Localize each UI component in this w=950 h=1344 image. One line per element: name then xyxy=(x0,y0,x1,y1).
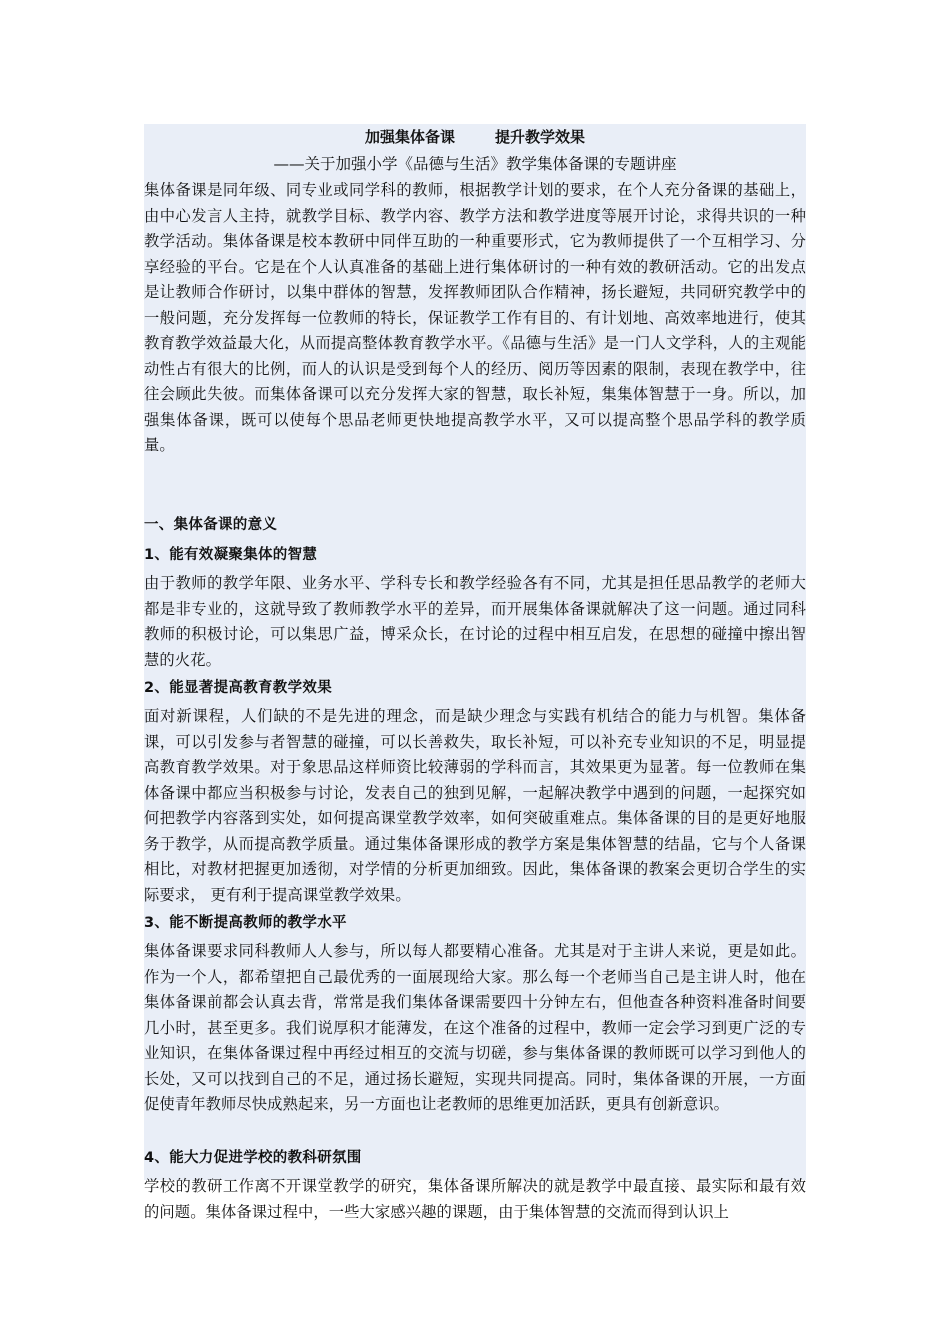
document-subtitle: ——关于加强小学《品德与生活》教学集体备课的专题讲座 xyxy=(273,155,677,173)
document-title xyxy=(144,124,806,150)
document-page xyxy=(144,124,806,1221)
paragraph-3: 集体备课要求同科教师人人参与，所以每人都要精心准备。尤其是对于主讲人来说，更是如此。作为一个人，都希望把自己最优秀的一面展现给大家。那么每一个老师当自己是主讲人时，他在集体备课前都会认真去背，常常是我们集体备课需要四十分钟左右，但他查各种资料准备时间要几小时，甚至更多。我们说厚积才能薄发，在这个准备的过程中，教师一定会学习到更广泛的专业知识，在集体备课过程中再经过相互的交流与切磋，参与集体备课的教师既可以学习到他人的长处，又可以找到自己的不足，通过扬长避短，实现共同提高。同时，集体备课的开展，一方面促使青年教师尽快成熟起来，另一方面也让老教师的思维更加活跃，更具有创新意识。 xyxy=(144,942,806,1113)
subheading-3: 3、能不断提高教师的教学水平 xyxy=(144,915,347,931)
section-heading-1: 一、集体备课的意义 xyxy=(144,517,278,533)
title-part-a: 加强集体备课 xyxy=(364,128,455,146)
paragraph-2: 面对新课程，人们缺的不是先进的理念，而是缺少理念与实践有机结合的能力与机智。集体备课，可以引发参与者智慧的碰撞，可以长善救失，取长补短，可以补充专业知识的不足，明显提高教育教学效果。对于象思品这样师资比较薄弱的学科而言，其效果更为显著。每一位教师在集体备课中都应当积极参与讨论，发表自己的独到见解，一起解决教学中遇到的问题，一起探究如何把教学内容落到实处，如何提高课堂教学效率，如何突破重难点。集体备课的目的是更好地服务于教学，从而提高教学质量。通过集体备课形成的教学方案是集体智慧的结晶，它与个人备课相比，对教材把握更加透彻，对学情的分析更加细致。因此，集体备课的教案会更切合学生的实际要求， 更有利于提高课堂教学效果。 xyxy=(144,707,806,904)
paragraph-1: 由于教师的教学年限、业务水平、学科专长和教学经验各有不同，尤其是担任思品教学的老师大都是非专业的，这就导致了教师教学水平的差异，而开展集体备课就解决了这一问题。通过同科教师的积极讨论，可以集思广益，博采众长，在讨论的过程中相互启发，在思想的碰撞中擦出智慧的火花。 xyxy=(144,574,806,669)
title-part-b: 提升教学效果 xyxy=(495,128,586,146)
subheading-1: 1、能有效凝聚集体的智慧 xyxy=(144,547,318,563)
subheading-4: 4、能大力促进学校的教科研氛围 xyxy=(144,1150,362,1166)
intro-paragraph: 集体备课是同年级、同专业或同学科的教师，根据教学计划的要求，在个人充分备课的基础上，由中心发言人主持，就教学目标、教学内容、教学方法和教学进度等展开讨论，求得共识的一种教学活动。集体备课是校本教研中同伴互助的一种重要形式，它为教师提供了一个互相学习、分享经验的平台。它是在个人认真准备的基础上进行集体研讨的一种有效的教研活动。它的出发点是让教师合作研讨，以集中群体的智慧，发挥教师团队合作精神，扬长避短，共同研究教学中的一般问题，充分发挥每一位教师的特长，保证教学工作有目的、有计划地、高效率地进行，使其教育教学效益最大化，从而提高整体教育教学水平。《品德与生活》是一门人文学科，人的主观能动性占有很大的比例，而人的认识是受到每个人的经历、阅历等因素的限制，表现在教学中，往往会顾此失彼。而集体备课可以充分发挥大家的智慧，取长补短，集集体智慧于一身。所以，加强集体备课，既可以使每个思品老师更快地提高教学水平，又可以提高整个思品学科的教学质量。 xyxy=(144,181,806,454)
paragraph-4: 学校的教研工作离不开课堂教学的研究，集体备课所解决的就是教学中最直接、最实际和最有效的问题。集体备课过程中，一些大家感兴趣的课题，由于集体智慧的交流而得到认识上 xyxy=(144,1177,806,1221)
subheading-2: 2、能显著提高教育教学效果 xyxy=(144,680,332,696)
